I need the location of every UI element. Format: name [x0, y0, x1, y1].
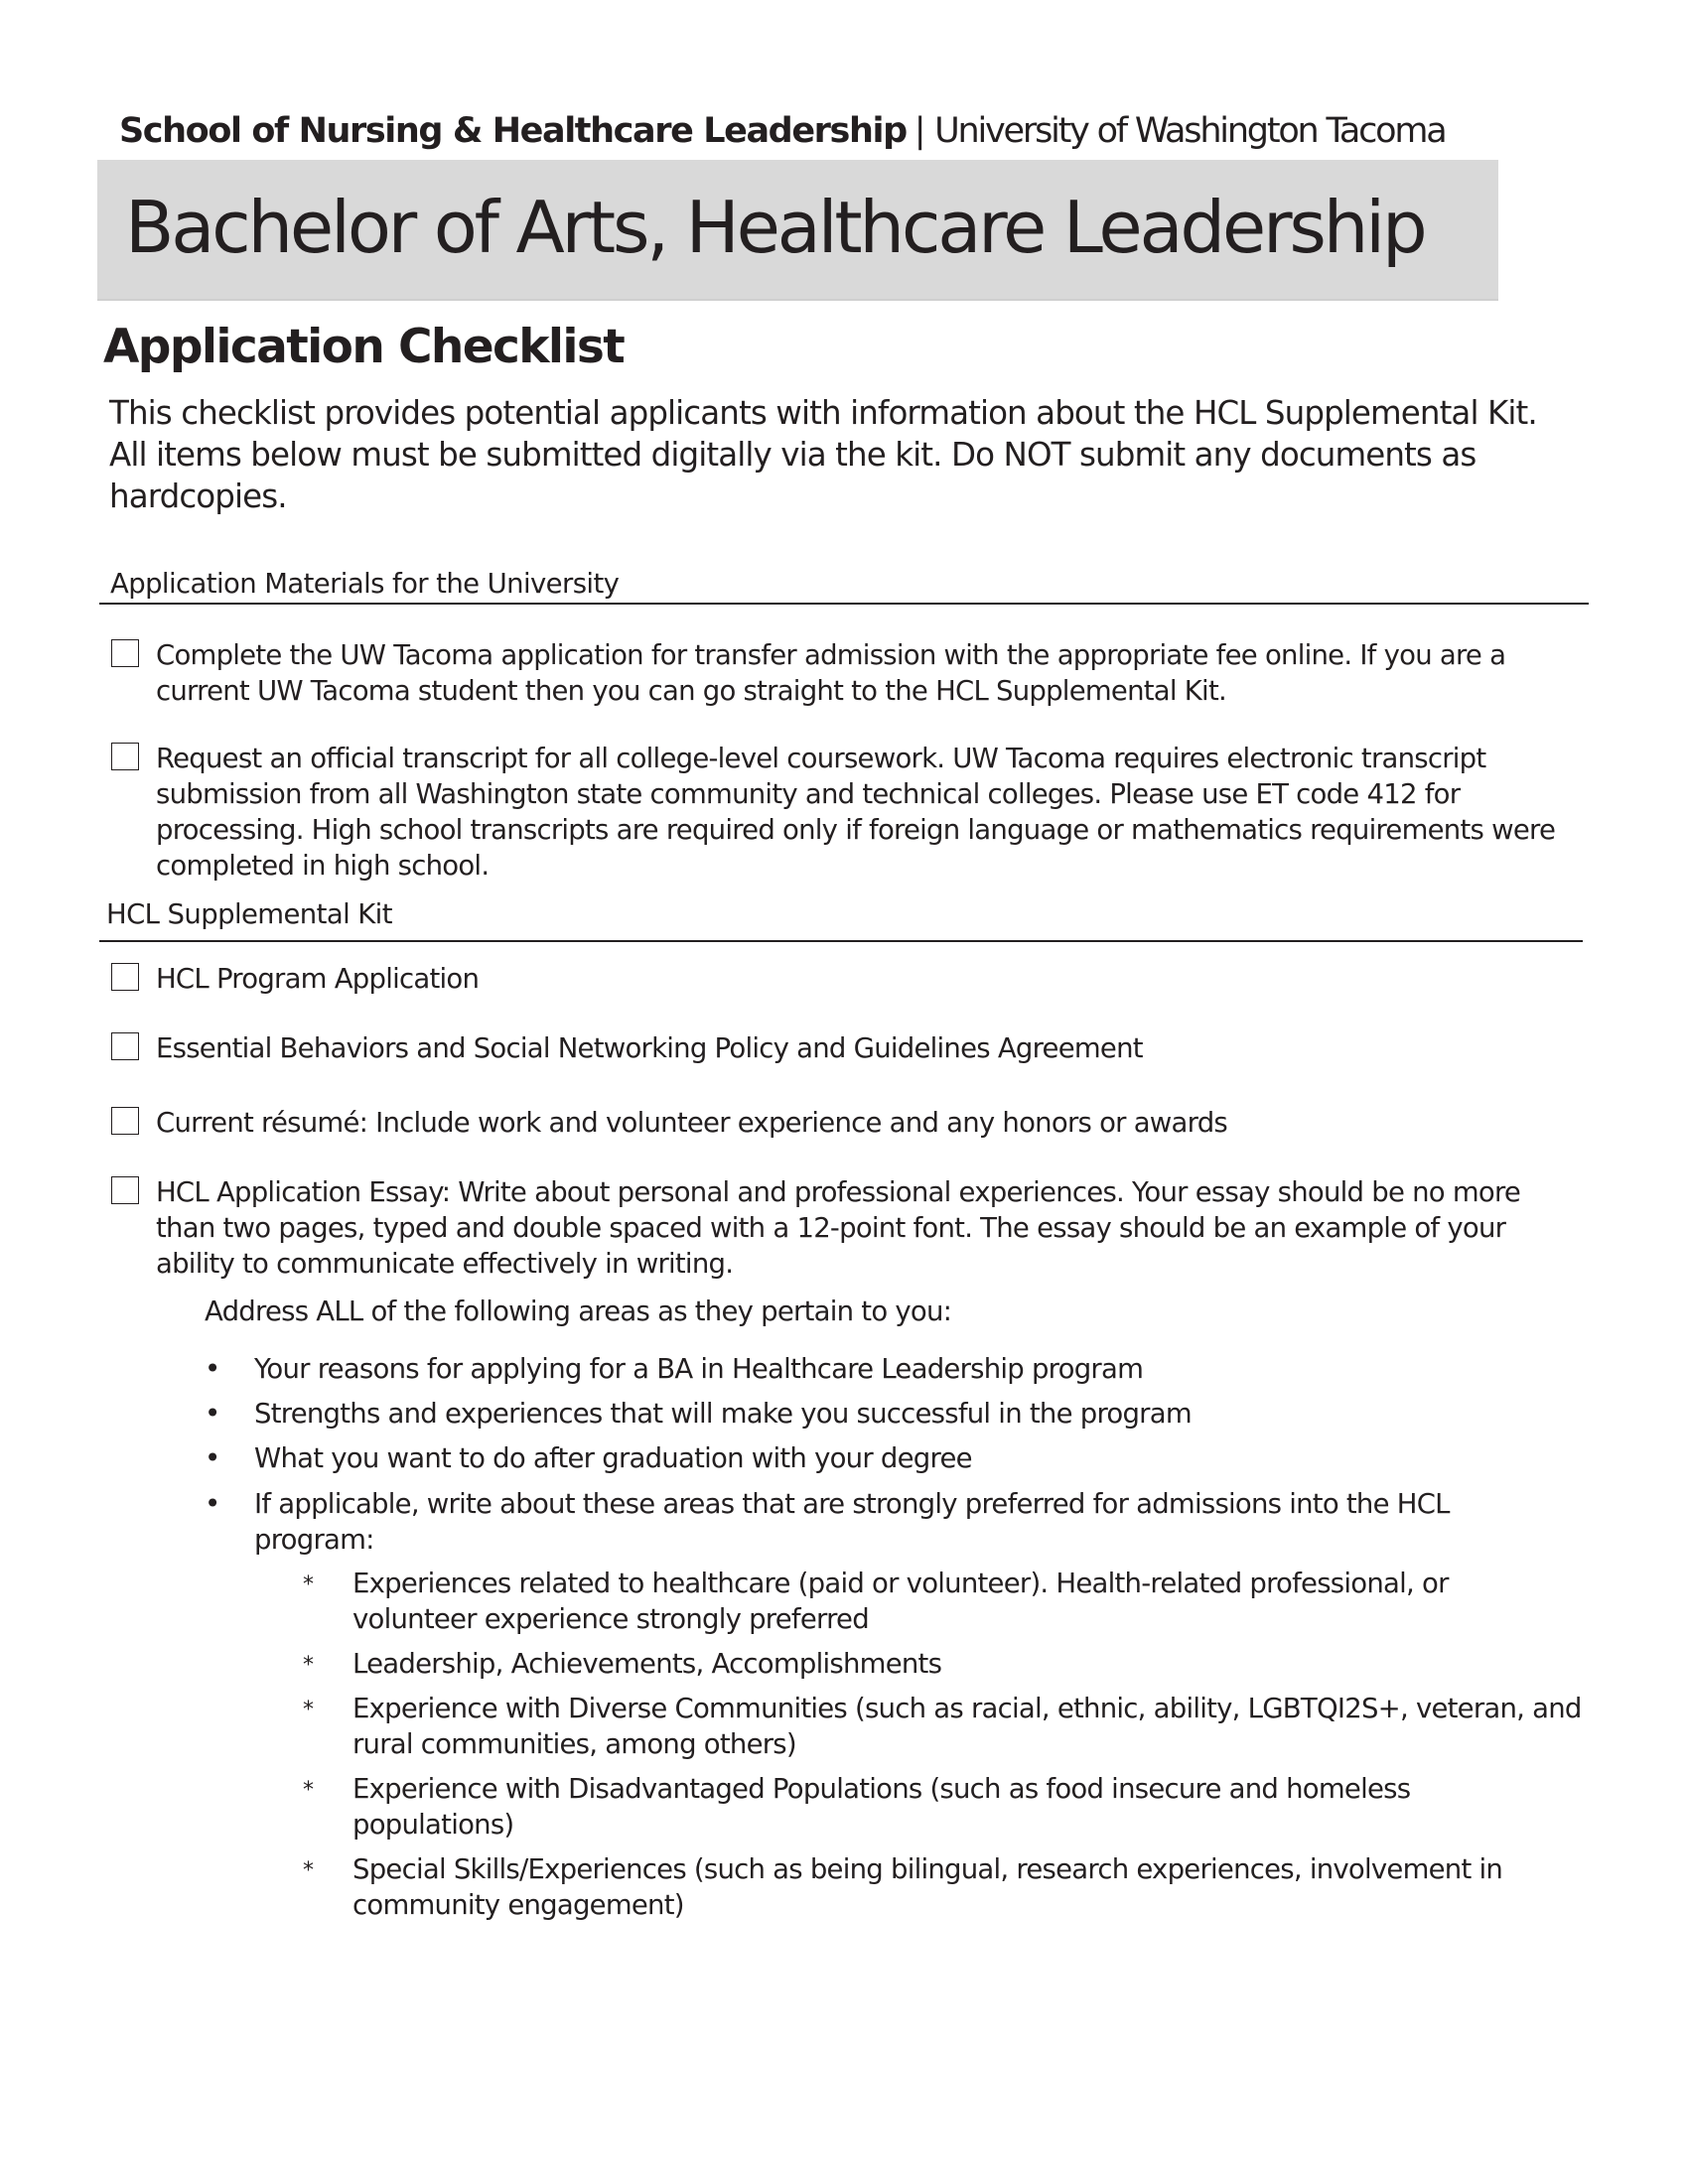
- item-text: current UW Tacoma student then you can go straight to the HCL Supplemental Kit.: [156, 675, 1226, 707]
- item-text: Essential Behaviors and Social Networking Policy and Guidelines Agreement: [156, 1032, 1143, 1064]
- item-text: than two pages, typed and double spaced with a 12-point font. The essay should be an example of your: [156, 1212, 1506, 1244]
- section-title: Application Checklist: [103, 320, 625, 374]
- asterisk-bullet-icon: *: [303, 1572, 314, 1597]
- sub-bullet-text: volunteer experience strongly preferred: [352, 1603, 869, 1635]
- bullet-text: program:: [254, 1524, 374, 1556]
- sub-bullet-text: populations): [352, 1809, 514, 1841]
- asterisk-bullet-icon: *: [303, 1778, 314, 1803]
- bullet-icon: •: [205, 1442, 220, 1474]
- checkbox[interactable]: [111, 1107, 139, 1135]
- essay-address-label: Address ALL of the following areas as they pertain to you:: [205, 1296, 952, 1327]
- checkbox[interactable]: [111, 639, 139, 667]
- group-heading-supplemental-kit: HCL Supplemental Kit: [106, 898, 392, 930]
- item-text: ability to communicate effectively in writing.: [156, 1248, 734, 1280]
- header-separator: |: [914, 111, 925, 151]
- item-text: submission from all Washington state community and technical colleges. Please use ET code 412 for: [156, 778, 1461, 810]
- sub-bullet-text: community engagement): [352, 1889, 684, 1921]
- item-text: Current résumé: Include work and volunteer experience and any honors or awards: [156, 1107, 1227, 1139]
- bullet-text: If applicable, write about these areas that are strongly preferred for admissions into the HCL: [254, 1488, 1450, 1520]
- department-header: [119, 111, 1446, 151]
- title-banner: [97, 160, 1498, 301]
- item-text: Request an official transcript for all college-level coursework. UW Tacoma requires electronic transcript: [156, 743, 1486, 774]
- checkbox[interactable]: [111, 743, 139, 770]
- sub-bullet-text: Experience with Diverse Communities (such as racial, ethnic, ability, LGBTQI2S+, veteran, and: [352, 1693, 1582, 1724]
- checkbox[interactable]: [111, 1176, 139, 1204]
- sub-bullet-text: Leadership, Achievements, Accomplishments: [352, 1648, 942, 1680]
- item-text: HCL Application Essay: Write about personal and professional experiences. Your essay should be no more: [156, 1176, 1521, 1208]
- bullet-text: Your reasons for applying for a BA in Healthcare Leadership program: [254, 1353, 1144, 1385]
- intro-line: All items below must be submitted digitally via the kit. Do NOT submit any documents as: [109, 436, 1477, 474]
- bullet-text: Strengths and experiences that will make you successful in the program: [254, 1398, 1192, 1430]
- bullet-icon: •: [205, 1488, 220, 1520]
- bullet-icon: •: [205, 1353, 220, 1385]
- sub-bullet-text: Experience with Disadvantaged Populations (such as food insecure and homeless: [352, 1773, 1411, 1805]
- sub-bullet-text: Experiences related to healthcare (paid or volunteer). Health-related professional, or: [352, 1568, 1449, 1599]
- checkbox[interactable]: [111, 963, 139, 991]
- sub-bullet-text: rural communities, among others): [352, 1728, 796, 1760]
- item-text: completed in high school.: [156, 850, 490, 882]
- item-text: Complete the UW Tacoma application for transfer admission with the appropriate fee online. If you are a: [156, 639, 1506, 671]
- section-divider: [99, 603, 1589, 605]
- asterisk-bullet-icon: *: [303, 1653, 314, 1678]
- page-title: Bachelor of Arts, Healthcare Leadership: [125, 186, 1425, 269]
- university-name: University of Washington Tacoma: [934, 111, 1446, 151]
- intro-line: hardcopies.: [109, 478, 287, 515]
- sub-bullet-text: Special Skills/Experiences (such as being bilingual, research experiences, involvement in: [352, 1853, 1503, 1885]
- intro-paragraph: [109, 392, 1559, 517]
- asterisk-bullet-icon: *: [303, 1858, 314, 1883]
- school-name: School of Nursing & Healthcare Leadership: [119, 111, 907, 151]
- bullet-icon: •: [205, 1398, 220, 1430]
- group-heading-university: Application Materials for the University: [110, 568, 620, 600]
- asterisk-bullet-icon: *: [303, 1698, 314, 1722]
- section-divider: [99, 940, 1583, 942]
- item-text: HCL Program Application: [156, 963, 480, 995]
- bullet-text: What you want to do after graduation with your degree: [254, 1442, 972, 1474]
- checkbox[interactable]: [111, 1032, 139, 1060]
- intro-line: This checklist provides potential applicants with information about the HCL Supplemental Kit.: [109, 394, 1537, 432]
- item-text: processing. High school transcripts are required only if foreign language or mathematics requirements were: [156, 814, 1556, 846]
